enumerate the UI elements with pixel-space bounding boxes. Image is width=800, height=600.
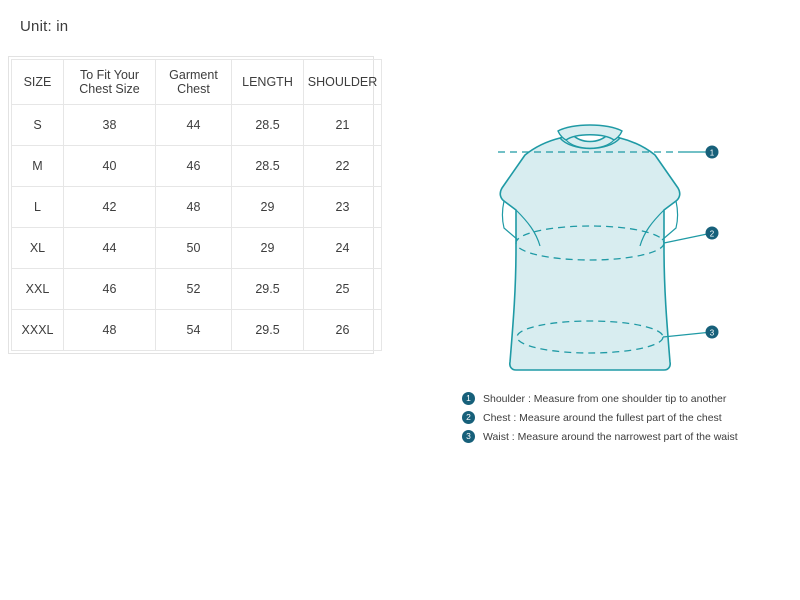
table-row (12, 228, 382, 269)
cell-shoulder: 21 (304, 105, 382, 146)
cell-length: 29.5 (232, 310, 304, 351)
marker-2 (706, 227, 719, 240)
cell-length: 29 (232, 228, 304, 269)
collar-band (558, 125, 622, 140)
legend-badge-1: 1 (462, 392, 475, 405)
legend-text-chest: Chest : Measure around the fullest part of the chest (483, 411, 722, 424)
column-header-size: SIZE (12, 60, 64, 105)
cell-size: XXL (12, 269, 64, 310)
table-row (12, 105, 382, 146)
table-row (12, 269, 382, 310)
cell-to-fit-chest: 48 (64, 310, 156, 351)
cell-garment-chest: 52 (156, 269, 232, 310)
marker-3-label: 3 (709, 328, 715, 338)
cell-to-fit-chest: 46 (64, 269, 156, 310)
table-row (12, 310, 382, 351)
cell-shoulder: 22 (304, 146, 382, 187)
cell-shoulder: 24 (304, 228, 382, 269)
cell-garment-chest: 44 (156, 105, 232, 146)
legend-badge-3: 3 (462, 430, 475, 443)
column-header-garment-chest: Garment Chest (156, 60, 232, 105)
cell-to-fit-chest: 38 (64, 105, 156, 146)
cell-length: 29.5 (232, 269, 304, 310)
table-row (12, 187, 382, 228)
cell-shoulder: 25 (304, 269, 382, 310)
cell-size: XXXL (12, 310, 64, 351)
table-header-row (12, 60, 382, 105)
legend-badge-2: 2 (462, 411, 475, 424)
unit-label: Unit: in (20, 18, 69, 35)
cell-size: M (12, 146, 64, 187)
cell-to-fit-chest: 40 (64, 146, 156, 187)
column-header-shoulder: SHOULDER (304, 60, 382, 105)
tshirt-diagram (440, 100, 740, 400)
chest-leader-line (664, 233, 712, 243)
cell-size: L (12, 187, 64, 228)
legend-item-shoulder (462, 392, 762, 405)
cell-length: 28.5 (232, 105, 304, 146)
cell-length: 29 (232, 187, 304, 228)
column-header-to-fit-chest: To Fit Your Chest Size (64, 60, 156, 105)
waist-leader-line (663, 332, 712, 337)
marker-1-label: 1 (709, 148, 715, 158)
legend-item-waist (462, 430, 762, 443)
size-table-container (8, 56, 378, 354)
legend-text-waist: Waist : Measure around the narrowest part of the waist (483, 430, 738, 443)
size-table (11, 59, 382, 351)
cell-garment-chest: 54 (156, 310, 232, 351)
cell-garment-chest: 48 (156, 187, 232, 228)
marker-2-label: 2 (709, 229, 715, 239)
cell-to-fit-chest: 44 (64, 228, 156, 269)
cell-shoulder: 23 (304, 187, 382, 228)
tshirt-illustration-svg (440, 100, 740, 400)
legend-item-chest (462, 411, 762, 424)
cell-size: XL (12, 228, 64, 269)
cell-to-fit-chest: 42 (64, 187, 156, 228)
column-header-length: LENGTH (232, 60, 304, 105)
measurement-legend (462, 392, 762, 449)
marker-3 (706, 326, 719, 339)
table-row (12, 146, 382, 187)
cell-size: S (12, 105, 64, 146)
cell-shoulder: 26 (304, 310, 382, 351)
cell-length: 28.5 (232, 146, 304, 187)
legend-text-shoulder: Shoulder : Measure from one shoulder tip to another (483, 392, 727, 405)
marker-1 (706, 146, 719, 159)
cell-garment-chest: 50 (156, 228, 232, 269)
cell-garment-chest: 46 (156, 146, 232, 187)
